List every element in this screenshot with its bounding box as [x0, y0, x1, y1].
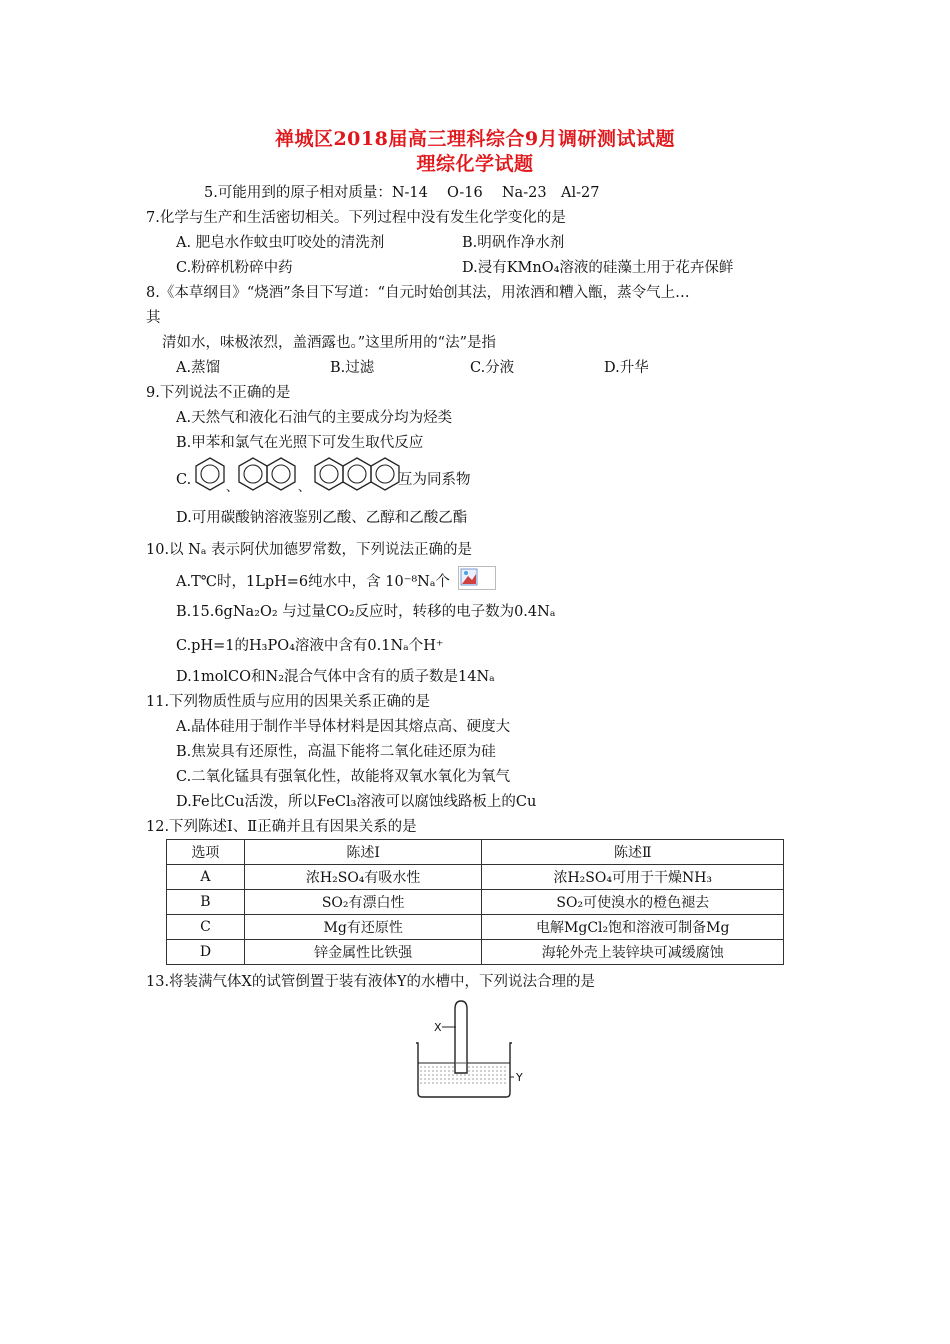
table-row: [167, 915, 784, 940]
benzene-structure: [193, 456, 227, 492]
q10-option-d: D.1molCO和N₂混合气体中含有的质子数是14Nₐ: [176, 669, 495, 685]
label-x: X: [434, 1021, 442, 1034]
image-icon: [460, 568, 478, 586]
q13-stem: 13.将装满气体X的试管倒置于装有液体Y的水槽中，下列说法合理的是: [146, 974, 595, 990]
q9-option-b: B.甲苯和氯气在光照下可发生取代反应: [176, 435, 424, 451]
inverted-test-tube-diagram: [410, 997, 530, 1101]
table-cell: C: [167, 915, 245, 940]
table-cell: D: [167, 940, 245, 965]
q7-stem: 7.化学与生产和生活密切相关。下列过程中没有发生化学变化的是: [146, 210, 566, 226]
broken-image-placeholder: [458, 566, 496, 590]
table-cell: 锌金属性比铁强: [244, 940, 482, 965]
table-cell: SO₂有漂白性: [244, 890, 482, 915]
atomic-mass-line: 5.可能用到的原子相对质量：N-14 O-16 Na-23 Al-27: [204, 185, 600, 201]
q11-option-a: A.晶体硅用于制作半导体材料是因其熔点高、硬度大: [176, 719, 511, 735]
table-row: [167, 865, 784, 890]
q10-option-b: B.15.6gNa₂O₂ 与过量CO₂反应时，转移的电子数为0.4Nₐ: [176, 604, 556, 620]
q9-option-c-suffix: 互为同系物: [398, 472, 471, 488]
q11-option-d: D.Fe比Cu活泼，所以FeCl₃溶液可以腐蚀线路板上的Cu: [176, 794, 537, 810]
q9-option-c-prefix: C.: [176, 472, 192, 488]
q9-option-c-separator-2: 、: [298, 480, 311, 494]
table-row: [167, 940, 784, 965]
table-row: [167, 890, 784, 915]
q8-stem-line1: 8.《本草纲目》“烧酒”条目下写道：“自元时始创其法，用浓酒和糟入甑，蒸令气上…: [146, 285, 690, 301]
table-cell: A: [167, 865, 245, 890]
q8-stem-line3: 清如水，味极浓烈，盖酒露也。”这里所用的“法”是指: [162, 335, 496, 351]
q9-stem: 9.下列说法不正确的是: [146, 385, 291, 401]
table-header-row: [167, 840, 784, 865]
q10-option-a: A.T℃时，1LpH=6纯水中，含 10⁻⁸Nₐ个: [176, 574, 450, 590]
q8-option-c: C.分液: [470, 360, 515, 376]
exam-subtitle: 理综化学试题: [416, 153, 534, 175]
table-cell: 电解MgCl₂饱和溶液可制备Mg: [482, 915, 784, 940]
naphthalene-structure: [237, 456, 297, 492]
q8-option-b: B.过滤: [330, 360, 375, 376]
table-cell: B: [167, 890, 245, 915]
q11-option-c: C.二氧化锰具有强氧化性，故能将双氧水氧化为氧气: [176, 769, 511, 785]
header-cell: 陈述Ⅰ: [244, 840, 482, 865]
q9-option-d: D.可用碳酸钠溶液鉴别乙酸、乙醇和乙酸乙酯: [176, 510, 468, 526]
table-cell: 海轮外壳上装锌块可减缓腐蚀: [482, 940, 784, 965]
table-cell: 浓H₂SO₄有吸水性: [244, 865, 482, 890]
label-y: Y: [516, 1071, 523, 1084]
q11-option-b: B.焦炭具有还原性，高温下能将二氧化硅还原为硅: [176, 744, 496, 760]
anthracene-structure: [313, 456, 401, 492]
q10-option-c: C.pH=1的H₃PO₄溶液中含有0.1Nₐ个H⁺: [176, 638, 444, 654]
header-cell: 选项: [167, 840, 245, 865]
q8-option-a: A.蒸馏: [176, 360, 221, 376]
exam-title: 禅城区2018届高三理科综合9月调研测试试题: [274, 128, 676, 150]
q8-option-d: D.升华: [604, 360, 649, 376]
q12-table: [166, 839, 784, 965]
header-cell: 陈述Ⅱ: [482, 840, 784, 865]
table-cell: 浓H₂SO₄可用于干燥NH₃: [482, 865, 784, 890]
q7-option-d: D.浸有KMnO₄溶液的硅藻土用于花卉保鲜: [462, 260, 734, 276]
table-cell: Mg有还原性: [244, 915, 482, 940]
q10-stem: 10.以 Nₐ 表示阿伏加德罗常数，下列说法正确的是: [146, 542, 473, 558]
q11-stem: 11.下列物质性质与应用的因果关系正确的是: [146, 694, 431, 710]
q12-stem: 12.下列陈述Ⅰ、Ⅱ正确并且有因果关系的是: [146, 819, 417, 835]
q7-option-a: A. 肥皂水作蚊虫叮咬处的清洗剂: [176, 235, 385, 251]
q7-option-c: C.粉碎机粉碎中药: [176, 260, 293, 276]
q7-option-b: B.明矾作净水剂: [462, 235, 565, 251]
q9-option-a: A.天然气和液化石油气的主要成分均为烃类: [176, 410, 453, 426]
table-cell: SO₂可使溴水的橙色褪去: [482, 890, 784, 915]
q8-stem-line2: 其: [146, 310, 161, 326]
q9-option-c-separator-1: 、: [226, 480, 239, 494]
